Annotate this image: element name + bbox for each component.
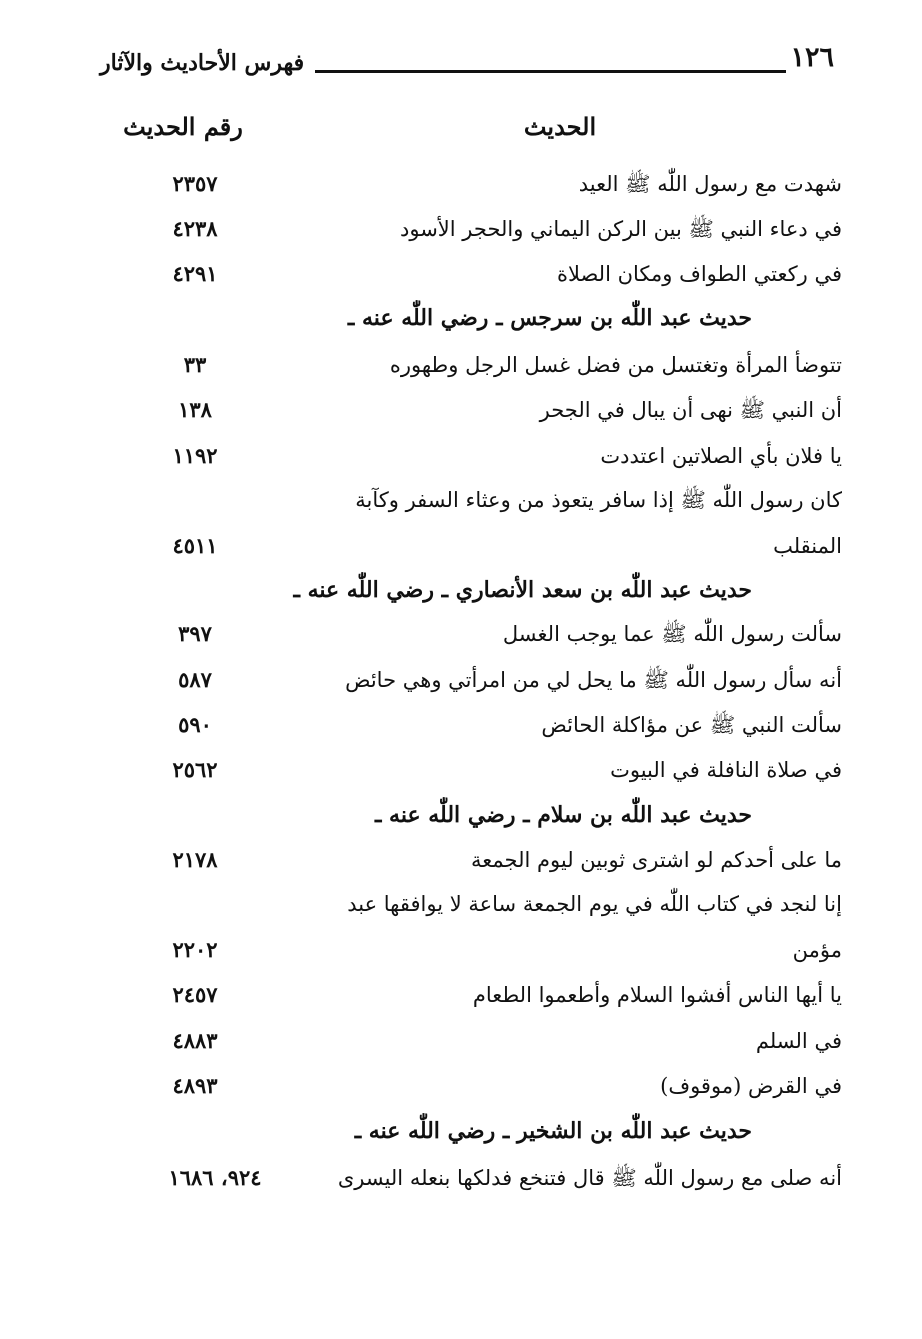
hadith-text: ما على أحدكم لو اشترى ثوبين ليوم الجمعة (471, 848, 842, 872)
hadith-number: ٢٥٦٢ (172, 757, 218, 782)
page-number: ١٢٦ (790, 42, 834, 73)
hadith-number: ٤٥١١ (172, 533, 218, 558)
column-heading-number: رقم الحديث (123, 112, 243, 141)
running-head (100, 40, 834, 90)
hadith-text: المنقلب (773, 534, 842, 558)
list-item (90, 614, 842, 658)
hadith-text: في السلم (755, 1029, 842, 1053)
list-item (90, 884, 842, 928)
list-item (90, 164, 842, 208)
hadith-text: في ركعتي الطواف ومكان الصلاة (556, 262, 842, 286)
section-heading (90, 298, 842, 342)
section-title: حديث عبد اللّٰه بن سرجس ـ رضي اللّٰه عنه ـ (347, 305, 752, 331)
hadith-text: أنه صلى مع رسول اللّٰه ﷺ قال فتنخع فدلكها بنعله اليسرى (337, 1166, 842, 1190)
list-item (90, 705, 842, 749)
list-item (90, 930, 842, 974)
list-item (90, 750, 842, 794)
hadith-text: في القرض (موقوف) (660, 1074, 842, 1098)
list-item (90, 436, 842, 480)
section-title: حديث عبد اللّٰه بن سلام ـ رضي اللّٰه عنه ـ (374, 802, 752, 828)
hadith-text: إنا لنجد في كتاب اللّٰه في يوم الجمعة ساعة لا يوافقها عبد (347, 892, 842, 916)
hadith-text: كان رسول اللّٰه ﷺ إذا سافر يتعوذ من وعثاء السفر وكآبة (355, 488, 842, 512)
hadith-number: ٢٤٥٧ (172, 982, 218, 1007)
list-item (90, 209, 842, 253)
list-item (90, 975, 842, 1019)
list-item (90, 526, 842, 570)
hadith-number: ٢١٧٨ (172, 847, 218, 872)
hadith-number: ٣٩٧ (178, 621, 212, 646)
hadith-number: ٤٨٨٣ (172, 1028, 218, 1053)
section-title: حديث عبد اللّٰه بن الشخير ـ رضي اللّٰه عنه ـ (354, 1118, 752, 1144)
hadith-text: أن النبي ﷺ نهى أن يبال في الجحر (539, 398, 842, 422)
list-item (90, 390, 842, 434)
list-item (90, 1021, 842, 1065)
column-heading-hadith: الحديث (523, 112, 597, 141)
section-heading (90, 1111, 842, 1155)
hadith-text: في صلاة النافلة في البيوت (610, 758, 842, 782)
hadith-number: ٥٩٠ (178, 712, 212, 737)
list-item (90, 1066, 842, 1110)
hadith-number: ٢٣٥٧ (172, 171, 218, 196)
hadith-text: يا أيها الناس أفشوا السلام وأطعموا الطعام (472, 983, 842, 1007)
hadith-number: ٤٨٩٣ (172, 1073, 218, 1098)
hadith-text: شهدت مع رسول اللّٰه ﷺ العيد (578, 172, 842, 196)
list-item (90, 254, 842, 298)
header-rule (315, 70, 786, 73)
hadith-text: في دعاء النبي ﷺ بين الركن اليماني والحجر الأسود (400, 217, 842, 241)
section-title: حديث عبد اللّٰه بن سعد الأنصاري ـ رضي اللّٰه عنه ـ (293, 577, 752, 603)
hadith-text: سألت النبي ﷺ عن مؤاكلة الحائض (541, 713, 842, 737)
hadith-number: ٤٢٩١ (172, 261, 218, 286)
hadith-number: ١٣٨ (178, 397, 212, 422)
hadith-number: ٤٢٣٨ (172, 216, 218, 241)
hadith-number: ٩٢٤، ١٦٨٦ (168, 1165, 262, 1190)
hadith-number: ١١٩٢ (172, 443, 218, 468)
hadith-text: يا فلان بأي الصلاتين اعتددت (600, 444, 842, 468)
list-item (90, 840, 842, 884)
section-heading (90, 570, 842, 614)
section-heading (90, 795, 842, 839)
list-item (90, 480, 842, 524)
hadith-text: أنه سأل رسول اللّٰه ﷺ ما يحل لي من امرأتي وهي حائض (345, 668, 842, 692)
hadith-text: مؤمن (792, 938, 842, 962)
list-item (90, 345, 842, 389)
hadith-number: ٣٣ (183, 352, 207, 377)
hadith-text: سألت رسول اللّٰه ﷺ عما يوجب الغسل (502, 622, 842, 646)
hadith-number: ٥٨٧ (178, 667, 212, 692)
book-title: فهرس الأحاديث والآثار (100, 50, 305, 76)
list-item (90, 660, 842, 704)
hadith-number: ٢٢٠٢ (172, 937, 218, 962)
hadith-text: تتوضأ المرأة وتغتسل من فضل غسل الرجل وطهوره (389, 353, 842, 377)
list-item (90, 1158, 842, 1202)
